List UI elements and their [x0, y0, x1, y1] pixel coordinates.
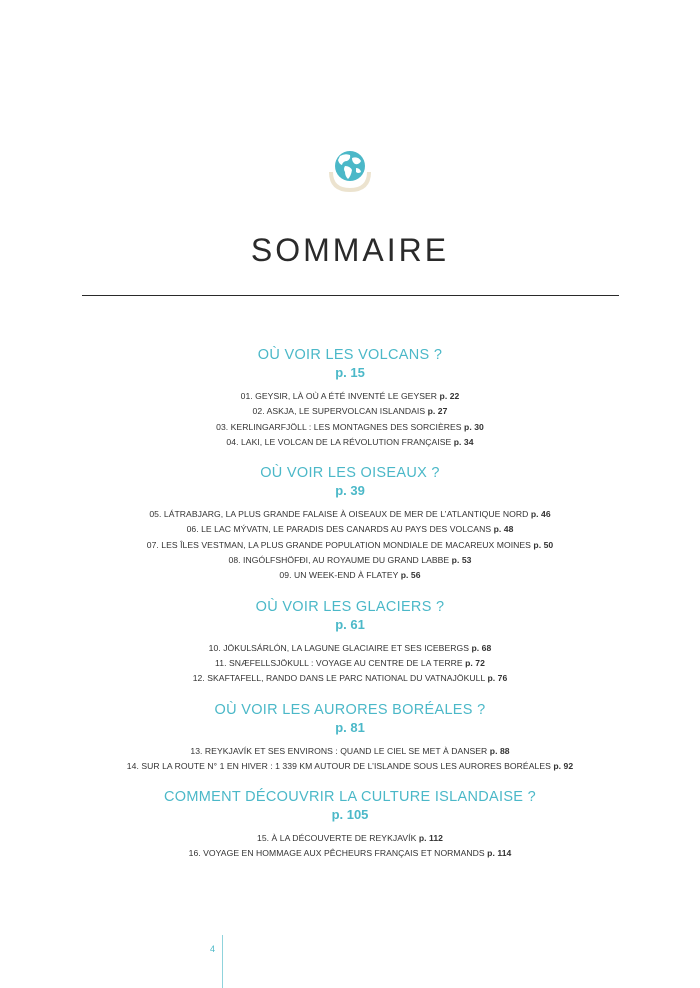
- page-title: SOMMAIRE: [250, 232, 450, 268]
- section-title: OÙ VOIR LES AURORES BORÉALES ?: [214, 701, 486, 718]
- entry-title: 03. KERLINGARFJÖLL : LES MONTAGNES DES SORCIÈRES: [216, 421, 462, 432]
- section-title: OÙ VOIR LES OISEAUX ?: [260, 465, 440, 482]
- entry-title: 14. SUR LA ROUTE N° 1 EN HIVER : 1 339 KM AUTOUR DE L’ISLANDE SOUS LES AURORES BORÉALES: [126, 760, 551, 771]
- entry-page: p. 34: [453, 436, 474, 447]
- toc-section: [0, 346, 700, 450]
- entry-title: 11. SNÆFELLSJÖKULL : VOYAGE AU CENTRE DE LA TERRE: [215, 657, 463, 668]
- entry-page: p. 48: [493, 524, 514, 535]
- title-divider: [82, 295, 619, 296]
- toc-entry: [0, 671, 700, 686]
- toc-entry: [0, 846, 700, 861]
- toc-entry: [0, 389, 700, 404]
- table-of-contents: [0, 346, 700, 862]
- entry-page: p. 112: [418, 833, 444, 844]
- entry-page: p. 27: [427, 406, 448, 417]
- entry-title: 16. VOYAGE EN HOMMAGE AUX PÊCHEURS FRANÇAIS ET NORMANDS: [188, 848, 485, 859]
- entry-title: 05. LÁTRABJARG, LA PLUS GRANDE FALAISE À OISEAUX DE MER DE L’ATLANTIQUE NORD: [149, 509, 529, 520]
- toc-entry: [0, 507, 700, 522]
- toc-entry: [0, 420, 700, 435]
- page-margin-line: [222, 935, 223, 988]
- section-page: p. 105: [331, 807, 369, 823]
- entry-page: p. 53: [451, 555, 472, 566]
- section-title: OÙ VOIR LES VOLCANS ?: [257, 347, 443, 363]
- entry-page: p. 46: [530, 509, 551, 520]
- section-page: p. 61: [335, 616, 365, 632]
- entry-title: 12. SKAFTAFELL, RANDO DANS LE PARC NATIONAL DU VATNAJÖKULL: [192, 673, 485, 684]
- section-title: OÙ VOIR LES GLACIERS ?: [255, 598, 445, 615]
- entry-title: 01. GEYSIR, LÀ OÙ A ÉTÉ INVENTÉ LE GEYSER: [240, 391, 438, 401]
- entry-title: 07. LES ÎLES VESTMAN, LA PLUS GRANDE POPULATION MONDIALE DE MACAREUX MOINES: [146, 539, 531, 550]
- entry-page: p. 76: [487, 673, 508, 684]
- entry-page: p. 56: [400, 570, 421, 581]
- entry-title: 08. INGÓLFSHÖFÐI, AU ROYAUME DU GRAND LABBE: [228, 555, 450, 566]
- toc-section: [0, 788, 700, 862]
- section-page: p. 39: [335, 483, 365, 499]
- toc-entry: [0, 831, 700, 846]
- toc-entry: [0, 568, 700, 583]
- section-title: COMMENT DÉCOUVRIR LA CULTURE ISLANDAISE ?: [164, 789, 536, 806]
- entry-title: 13. REYKJAVÍK ET SES ENVIRONS : QUAND LE CIEL SE MET À DANSER: [190, 745, 488, 756]
- entry-page: p. 92: [553, 760, 574, 771]
- globe-icon: [323, 146, 377, 194]
- entry-page: p. 68: [471, 642, 492, 653]
- toc-entry: [0, 641, 700, 656]
- entry-title: 09. UN WEEK-END À FLATEY: [279, 570, 399, 581]
- toc-entry: [0, 553, 700, 568]
- entry-title: 06. LE LAC MÝVATN, LE PARADIS DES CANARDS AU PAYS DES VOLCANS: [186, 524, 492, 535]
- entry-title: 02. ASKJA, LE SUPERVOLCAN ISLANDAIS: [252, 406, 426, 417]
- toc-entry: [0, 759, 700, 774]
- toc-entry: [0, 522, 700, 537]
- entry-page: p. 30: [464, 421, 484, 432]
- entry-page: p. 22: [439, 391, 460, 401]
- toc-entry: [0, 435, 700, 450]
- entry-page: p. 114: [487, 848, 512, 859]
- entry-title: 10. JÖKULSÁRLÓN, LA LAGUNE GLACIAIRE ET SES ICEBERGS: [208, 642, 470, 653]
- toc-entry: [0, 744, 700, 759]
- toc-entry: [0, 404, 700, 419]
- entry-page: p. 88: [489, 745, 510, 756]
- toc-entry: [0, 538, 700, 553]
- toc-entry: [0, 656, 700, 671]
- page-number: 4: [210, 944, 216, 954]
- toc-section: [0, 598, 700, 687]
- toc-section: [0, 464, 700, 583]
- entry-page: p. 72: [465, 657, 485, 668]
- entry-title: 04. LAKI, LE VOLCAN DE LA RÉVOLUTION FRANÇAISE: [226, 436, 452, 447]
- section-page: p. 81: [335, 719, 365, 735]
- section-page: p. 15: [335, 365, 365, 380]
- entry-title: 15. À LA DÉCOUVERTE DE REYKJAVÍK: [256, 833, 417, 844]
- entry-page: p. 50: [533, 539, 554, 550]
- toc-section: [0, 701, 700, 775]
